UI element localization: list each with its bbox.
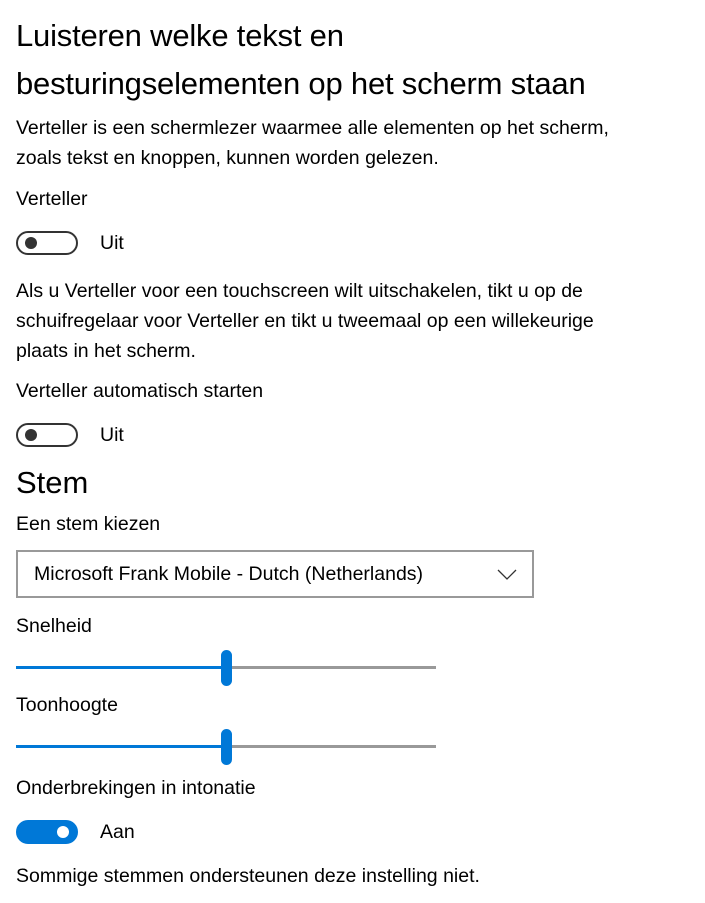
touch-help-line-1: Als u Verteller voor een touchscreen wilt uitschakelen, tikt u op de [16,280,583,302]
intonation-note: Sommige stemmen ondersteunen deze instelling niet. [16,865,480,887]
speed-slider-track [232,666,436,669]
intonation-toggle-state: Aan [100,820,135,843]
choose-voice-label: Een stem kiezen [16,513,161,535]
autostart-toggle[interactable] [16,423,78,447]
autostart-toggle-state: Uit [100,423,124,446]
voice-dropdown[interactable] [16,550,534,598]
pitch-label: Toonhoogte [16,694,118,716]
toggle-knob [57,826,69,838]
intonation-toggle-label: Onderbrekingen in intonatie [16,777,256,799]
pitch-slider-fill [16,745,222,748]
narrator-toggle-label: Verteller [16,188,88,210]
toggle-knob [25,237,37,249]
autostart-toggle-label: Verteller automatisch starten [16,380,264,402]
voice-section-heading: Stem [16,465,89,500]
speed-label: Snelheid [16,615,92,637]
page-title-line-1: Luisteren welke tekst en [16,18,344,53]
pitch-slider-thumb[interactable] [221,729,232,765]
narrator-toggle[interactable] [16,231,78,255]
toggle-knob [25,429,37,441]
chevron-down-icon [496,567,518,581]
speed-slider-thumb[interactable] [221,650,232,686]
intonation-toggle[interactable] [16,820,78,844]
touch-help-line-2: schuifregelaar voor Verteller en tikt u tweemaal op een willekeurige [16,310,594,332]
voice-dropdown-value: Microsoft Frank Mobile - Dutch (Netherlands) [34,562,424,585]
autostart-toggle-row [16,421,124,449]
page-title-line-2: besturingselementen op het scherm staan [16,66,586,101]
narrator-toggle-row [16,229,124,257]
narrator-description-line-2: zoals tekst en knoppen, kunnen worden gelezen. [16,147,439,169]
speed-slider-fill [16,666,222,669]
intonation-toggle-row [16,818,135,846]
touch-help-line-3: plaats in het scherm. [16,340,196,362]
speed-slider[interactable] [16,650,436,686]
narrator-toggle-state: Uit [100,231,124,254]
narrator-description-line-1: Verteller is een schermlezer waarmee alle elementen op het scherm, [16,117,609,139]
pitch-slider-track [232,745,436,748]
pitch-slider[interactable] [16,729,436,765]
